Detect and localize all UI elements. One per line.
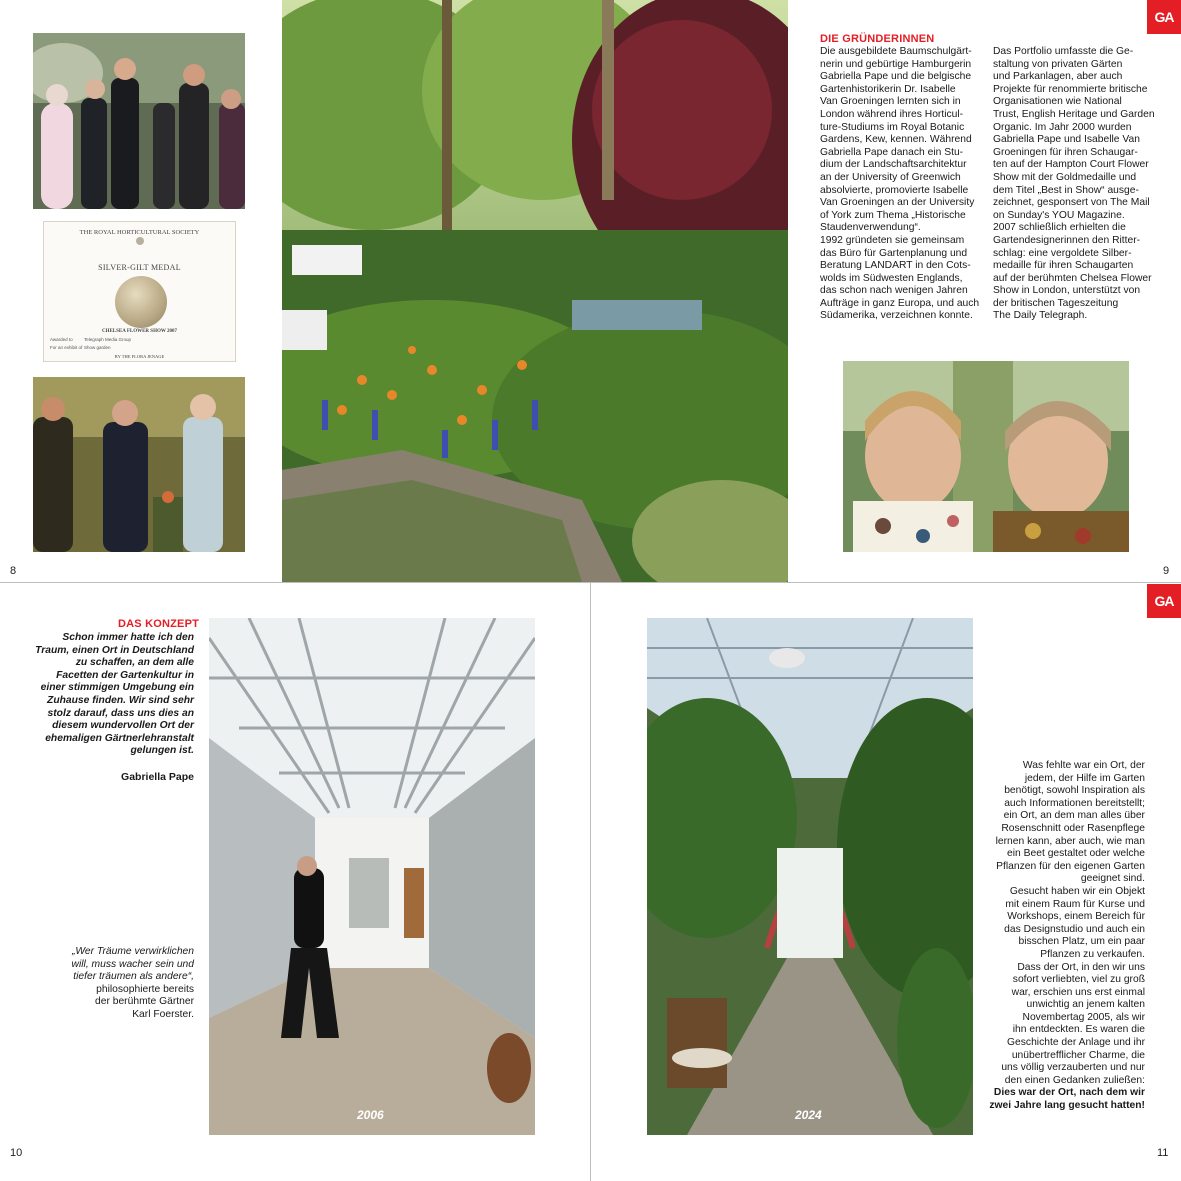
text-line: der berühmte Gärtner (94, 996, 194, 1008)
founders-column-1 (820, 46, 990, 323)
quote-line: „Wer Träume verwirklichen (71, 946, 194, 957)
quote-line: zu schaffen, an dem alle (75, 657, 194, 669)
text-line: Staudenverwendung“. (820, 222, 921, 234)
text-line: Organisationen wie National (993, 96, 1122, 108)
quote-line: ehemaligen Gärtnerlehranstalt (45, 732, 194, 744)
text-line: ture-Studiums im Royal Botanic (820, 121, 965, 133)
quote-line: Facetten der Gartenkultur in (56, 669, 194, 681)
quote-line: diesem wundervollen Ort der (52, 720, 194, 732)
text-line: Trust, English Heritage und Garden (993, 108, 1155, 120)
ga-logo-top: GA (1147, 0, 1181, 34)
text-line: Gabriella Pape und Isabelle Van (993, 134, 1140, 146)
text-line: uns völlig verzauberten und nur (1001, 1062, 1145, 1074)
medal-icon (115, 276, 167, 328)
text-line: Projekte für renommierte britische (993, 83, 1148, 95)
text-line: 1992 gründeten sie gemeinsam (820, 234, 965, 246)
text-line: war, erschien uns erst einmal (1011, 986, 1145, 998)
founders-column-2 (993, 46, 1163, 323)
text-line: zeichnet, gesponsert von The Mail (993, 197, 1150, 209)
photo-founders-portrait (843, 361, 1129, 552)
text-line: Gabriella Pape danach ein Stu- (820, 146, 964, 158)
right-text-closing (985, 1087, 1145, 1112)
page-number-11: 11 (1157, 1147, 1169, 1159)
year-caption-2024: 2024 (795, 1108, 822, 1122)
concept-quote (20, 632, 194, 758)
photo-chelsea-garden (282, 0, 788, 582)
text-line: nerin und gebürtige Hamburgerin (820, 58, 972, 70)
text-line: auch Informationen bereitstellt; (1004, 797, 1145, 809)
text-line: jedem, der Hilfe im Garten (1024, 772, 1145, 784)
text-line: Novembertag 2005, als wir (1022, 1011, 1145, 1023)
text-line: Organic. Im Jahr 2000 wurden (993, 121, 1132, 133)
right-text-block (985, 760, 1145, 1113)
rhs-crest-icon (136, 237, 144, 245)
page-number-10: 10 (10, 1147, 23, 1159)
text-line: of York zum Thema „Historische (820, 209, 966, 221)
text-line: unwichtig an jenem kalten (1026, 999, 1145, 1011)
text-line: den einen Gedanken zuließen: (1004, 1074, 1145, 1086)
quote-line: Schon immer hatte ich den (62, 632, 194, 643)
medal-show: CHELSEA FLOWER SHOW 2007 (101, 329, 178, 334)
concept-author: Gabriella Pape (121, 771, 194, 783)
photo-greenhouse-2006 (209, 618, 535, 1135)
text-line: das Büro für Gartenplanung und (820, 247, 968, 259)
founders-heading: DIE GRÜNDERINNEN (820, 33, 935, 45)
text-line: Pflanzen für den eigenen Garten (996, 860, 1145, 872)
quote-line: will, muss wacher sein und (71, 958, 194, 970)
medal-exhibit-value: Show garden (84, 345, 111, 350)
text-line: geeignet sind. (1080, 873, 1145, 885)
text-line: sofort verliebten, viel zu groß (1012, 974, 1145, 986)
text-line: ten auf der Hampton Court Flower (993, 159, 1149, 171)
text-line: The Daily Telegraph. (993, 310, 1088, 322)
page-number-9: 9 (1163, 565, 1170, 577)
text-line: ihn entdeckten. Es waren die (1012, 1024, 1145, 1036)
text-line: absolvierte, promovierte Isabelle (820, 184, 969, 196)
medal-title: SILVER-GILT MEDAL (98, 263, 181, 272)
page-number-8: 8 (10, 565, 17, 577)
text-line: Gartendesignerinnen den Ritter- (993, 234, 1141, 246)
text-line: Die ausgebildete Baumschulgärt- (820, 46, 972, 57)
text-line: London während ihres Horticul- (820, 108, 964, 120)
concept-heading: DAS KONZEPT (118, 618, 200, 630)
medal-awarded-label: Awarded to (50, 337, 73, 342)
medal-exhibit-label: For an exhibit of (50, 345, 83, 350)
medal-certificate (43, 221, 236, 362)
medal-awarded-value: Telegraph Media Group (84, 337, 132, 342)
text-line: Workshops, einem Bereich für (1007, 911, 1145, 923)
text-line: das Designstudio und auch ein (1004, 923, 1145, 935)
text-line: Show in London, unterstützt von (993, 285, 1141, 297)
text-line: mit einem Raum für Kurse und (1005, 898, 1145, 910)
text-line: Rosenschnitt oder Rasenpflege (1001, 822, 1145, 834)
foerster-quote (20, 946, 194, 984)
text-line: on Sunday's YOU Magazine. (993, 209, 1125, 221)
text-line: an der University of Greenwich (820, 171, 961, 183)
medal-society: THE ROYAL HORTICULTURAL SOCIETY (79, 229, 200, 236)
text-line: Dies war der Ort, nach dem wir (993, 1087, 1145, 1099)
text-line: lernen kann, aber auch, wie man (995, 835, 1145, 847)
page-divider-vertical (590, 583, 591, 1181)
text-line: bisschen Platz, um ein paar (1018, 936, 1145, 948)
text-line: Show mit der Goldmedaille und (993, 171, 1137, 183)
text-line: Gesucht haben wir ein Objekt (1009, 885, 1145, 897)
text-line: Pflanzen zu verkaufen. (1040, 948, 1145, 960)
text-line: Das Portfolio umfasste die Ge- (993, 46, 1134, 57)
ga-logo-bottom: GA (1147, 584, 1181, 618)
right-text-paragraph-3 (985, 962, 1145, 1088)
year-caption-2006: 2006 (357, 1108, 384, 1122)
quote-line: gelungen ist. (130, 745, 194, 757)
text-line: schlag: eine vergoldete Silber- (993, 247, 1132, 259)
photo-greenhouse-2024 (647, 618, 973, 1135)
text-line: dium der Landschaftsarchitektur (820, 159, 967, 171)
text-line: zwei Jahre lang gesucht hatten! (989, 1100, 1145, 1112)
text-line: der britischen Tageszeitung (993, 297, 1119, 309)
quote-line: stolz darauf, dass uns dies an (47, 707, 194, 719)
medal-footer: BY THE FLORA JENAGE (114, 354, 165, 359)
text-line: und Parkanlagen, aber auch (993, 71, 1123, 83)
text-line: medaille für ihren Schaugarten (993, 260, 1134, 272)
text-line: Groeningen für ihren Schaugar- (993, 146, 1138, 158)
text-line: Südamerika, verzeichnen konnte. (820, 310, 973, 322)
foerster-attribution (20, 984, 194, 1022)
text-line: Gabriella Pape und die belgische (820, 71, 972, 83)
photo-prince-visit (33, 377, 245, 552)
text-line: Was fehlte war ein Ort, der (1022, 760, 1145, 771)
text-line: dem Titel „Best in Show“ ausge- (993, 184, 1139, 196)
text-line: Van Groeningen lernten sich in (820, 96, 961, 108)
text-line: benötigt, sowohl Inspiration als (1004, 785, 1145, 797)
right-text-paragraph-2 (985, 886, 1145, 962)
text-line: wolds im Südwesten Englands, (820, 272, 963, 284)
text-line: Gardens, Kew, kennen. Während (820, 134, 972, 146)
text-line: das schon nach wenigen Jahren (820, 285, 968, 297)
text-line: auf der berühmten Chelsea Flower (993, 272, 1152, 284)
text-line: Geschichte der Anlage und ihr (1007, 1037, 1145, 1049)
quote-line: Zuhause finden. Wir sind sehr (47, 694, 194, 706)
text-line: ein Ort, an dem man alles über (1003, 810, 1145, 822)
text-line: staltung von privaten Gärten (993, 58, 1123, 70)
quote-line: einer stimmigen Umgebung ein (40, 682, 194, 694)
quote-line: tiefer träumen als andere“, (73, 971, 194, 983)
photo-royal-visit (33, 33, 245, 209)
text-line: philosophierte bereits (96, 983, 194, 995)
foerster-quote-block (20, 946, 194, 1022)
text-line: 2007 schließlich erhielten die (993, 222, 1126, 234)
quote-line: Traum, einen Ort in Deutschland (35, 644, 194, 656)
text-line: Van Groeningen an der University (820, 197, 975, 209)
text-line: ein Beet gestaltet oder welche (1007, 848, 1145, 860)
text-line: Beratung LANDART in den Cots- (820, 260, 971, 272)
text-line: Karl Foerster. (132, 1008, 194, 1020)
text-line: Gartenhistorikerin Dr. Isabelle (820, 83, 956, 95)
text-line: Dass der Ort, in den wir uns (1017, 961, 1145, 973)
text-line: Aufträge in ganz Europa, und auch (820, 297, 980, 309)
right-text-paragraph-1 (985, 760, 1145, 886)
text-line: unübertrefflicher Charme, die (1011, 1049, 1145, 1061)
